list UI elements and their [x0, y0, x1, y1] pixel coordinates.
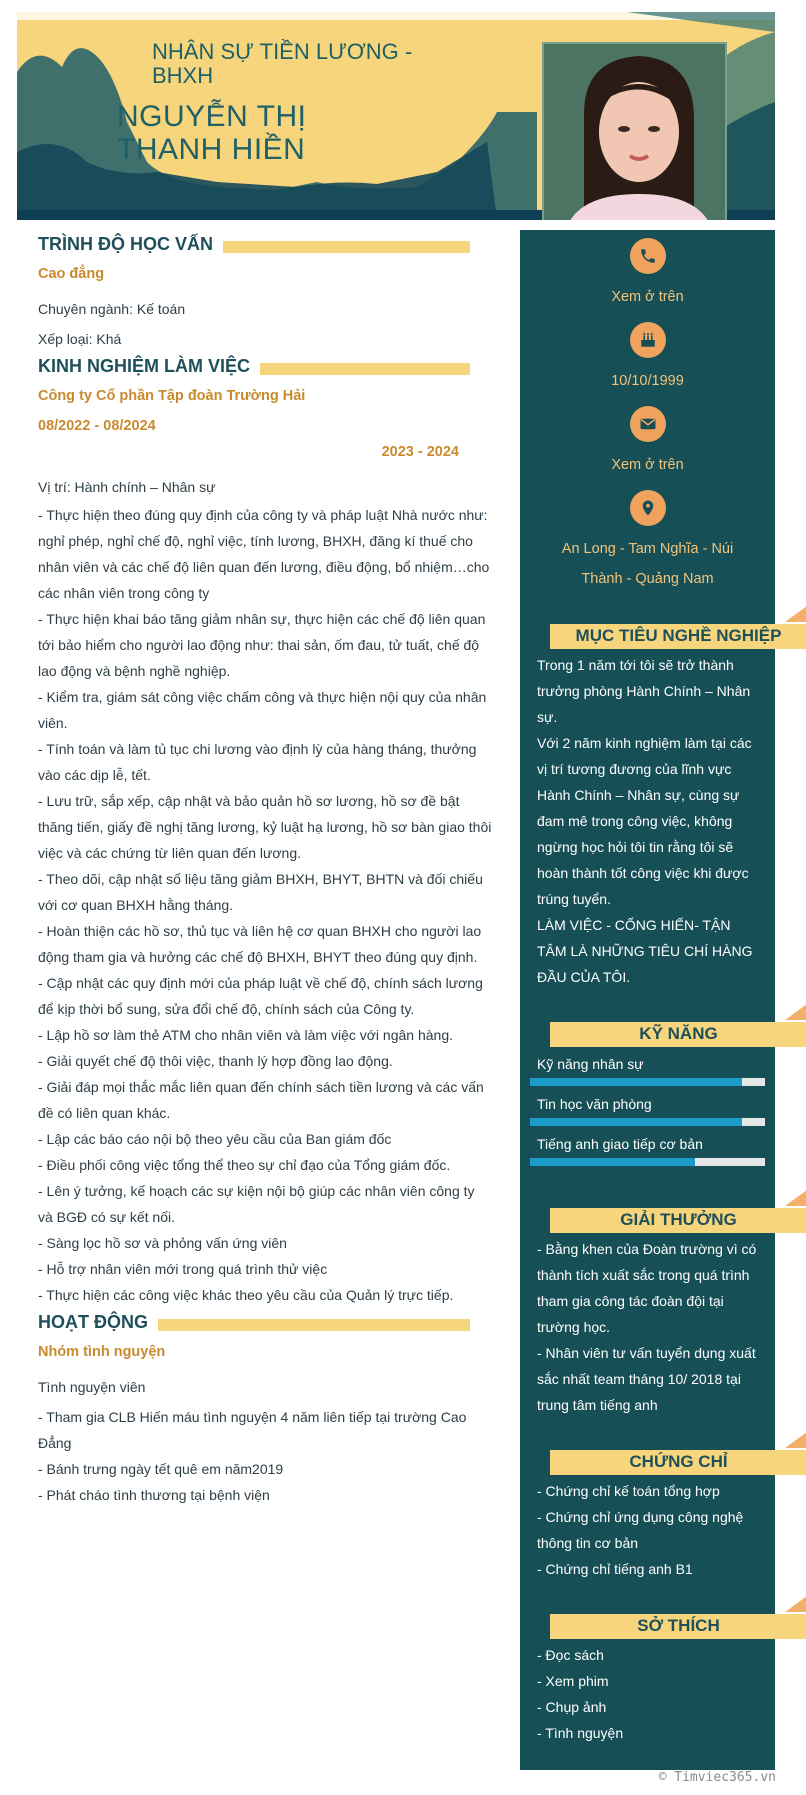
duty-item: - Lên ý tưởng, kế hoạch các sự kiện nội bộ giúp các nhân viên công ty và BGĐ có sự kết nối. [38, 1183, 475, 1225]
duty-item: - Giải quyết chế độ thôi việc, thanh lý hợp đồng lao động. [38, 1053, 393, 1069]
objective-line: Với 2 năm kinh nghiệm làm tại các vị trí tương đương của lĩnh vực Hành Chính – Nhân sự, cùng sự đam mê trong công việc, không ngừng học hỏi tôi tin rằng tôi sẽ hoàn thành tốt công việc khi được trúng tuyển. [537, 735, 752, 907]
location-pin-icon [630, 490, 666, 526]
activities-group: Nhóm tình nguyện [38, 1344, 166, 1360]
birthday-cake-icon [630, 322, 666, 358]
duty-item: - Theo dõi, cập nhật số liệu tăng giảm BHXH, BHYT, BHTN và đối chiếu với cơ quan BHXH hằng tháng. [38, 871, 483, 913]
skill-name: Tin học văn phòng [537, 1096, 652, 1112]
contact-section [520, 238, 775, 594]
education-school: Cao đẳng [38, 266, 105, 282]
activities-role: Tình nguyện viên [38, 1379, 146, 1395]
duty-item: - Hoàn thiện các hồ sơ, thủ tục và liên hệ cơ quan BHXH cho người lao động tham gia và hưởng các chế độ BHXH, BHYT theo đúng quy định. [38, 923, 482, 965]
contact-birthday: 10/10/1999 [611, 373, 684, 389]
education-heading [38, 232, 493, 258]
skill-item [520, 1052, 775, 1086]
certificate-item: - Chứng chỉ tiếng anh B1 [537, 1561, 693, 1577]
duty-item: - Thực hiện các công việc khác theo yêu cầu của Quản lý trực tiếp. [38, 1287, 454, 1303]
awards-text [520, 1232, 775, 1418]
heading-corner [785, 1596, 806, 1612]
phone-icon [630, 238, 666, 274]
awards-title: GIẢI THƯỞNG [620, 1210, 737, 1229]
experience-company: Công ty Cổ phần Tập đoàn Trường Hải [38, 388, 306, 404]
skill-level-fill [530, 1078, 742, 1086]
certificates-text [520, 1474, 775, 1582]
skills-heading [520, 1020, 775, 1046]
profile-photo [542, 42, 727, 220]
activity-item: - Phát cháo tình thương tại bệnh viện [38, 1487, 270, 1503]
award-item: - Nhân viên tư vấn tuyển dụng xuất sắc nhất team tháng 10/ 2018 tại trung tâm tiếng anh [537, 1345, 756, 1413]
duty-item: - Hỗ trợ nhân viên mới trong quá trình thử việc [38, 1261, 328, 1277]
profile-photo-illustration [544, 44, 725, 220]
objective-title: MỤC TIÊU NGHỀ NGHIỆP [575, 626, 782, 645]
objective-line: LÀM VIỆC - CỐNG HIẾN- TẬN TÂM LÀ NHỮNG TIÊU CHÍ HÀNG ĐẦU CỦA TÔI. [537, 917, 753, 985]
duty-item: - Cập nhật các quy định mới của pháp luật về chế độ, chính sách lương để kịp thời bổ sung, sửa đổi chế độ, chính sách của Công ty. [38, 975, 483, 1017]
hobby-item: - Chụp ảnh [537, 1699, 607, 1715]
skill-level-fill [530, 1118, 742, 1126]
objective-line: Trong 1 năm tới tôi sẽ trở thành trưởng phòng Hành Chính – Nhân sự. [537, 657, 751, 725]
awards-heading [520, 1206, 775, 1232]
activities-list [38, 1404, 493, 1508]
certificate-item: - Chứng chỉ ứng dụng công nghệ thông tin cơ bản [537, 1509, 744, 1551]
objective-heading [520, 622, 782, 648]
hobbies-title: SỞ THÍCH [637, 1616, 720, 1635]
skill-item [520, 1132, 775, 1166]
hobbies-text [520, 1638, 775, 1746]
hobby-item: - Xem phim [537, 1673, 609, 1689]
experience-period: 08/2022 - 08/2024 [38, 418, 156, 434]
hobbies-heading [520, 1612, 775, 1638]
experience-title: KINH NGHIỆM LÀM VIỆC [38, 356, 260, 377]
duty-item: - Điều phối công việc tổng thể theo sự chỉ đạo của Tổng giám đốc. [38, 1157, 451, 1173]
education-grade: Xếp loại: Khá [38, 331, 122, 347]
skill-item [520, 1092, 775, 1126]
skills-list [520, 1052, 775, 1166]
skill-level-track [530, 1078, 765, 1086]
contact-email: Xem ở trên [611, 457, 684, 473]
heading-corner [785, 1432, 806, 1448]
hobby-item: - Đọc sách [537, 1647, 604, 1663]
education-major: Chuyên ngành: Kế toán [38, 301, 186, 317]
experience-heading [38, 354, 493, 380]
skill-level-track [530, 1118, 765, 1126]
skill-name: Tiếng anh giao tiếp cơ bản [537, 1136, 703, 1152]
certificates-title: CHỨNG CHỈ [629, 1452, 728, 1471]
heading-corner [785, 1004, 806, 1020]
skill-name: Kỹ năng nhân sự [537, 1056, 644, 1072]
sidebar [520, 230, 782, 1770]
duty-item: - Tính toán và làm tủ tục chi lương vào định lỳ của hàng tháng, thưởng vào các dịp lễ, tết. [38, 741, 477, 783]
duty-item: - Kiểm tra, giám sát công việc chấm công và thực hiện nội quy của nhân viên. [38, 689, 487, 731]
activities-title: HOẠT ĐỘNG [38, 1312, 158, 1333]
hobby-item: - Tình nguyện [537, 1725, 624, 1741]
contact-address: An Long - Tam Nghĩa - Núi Thành - Quảng Nam [561, 541, 734, 587]
skill-level-fill [530, 1158, 695, 1166]
experience-position: Vị trí: Hành chính – Nhân sự [38, 479, 216, 495]
objective-text [520, 648, 775, 990]
candidate-name: NGUYỄN THỊ THANH HIỀN [117, 100, 307, 166]
certificates-heading [520, 1448, 775, 1474]
award-item: - Bằng khen của Đoàn trường vì có thành tích xuất sắc trong quá trình tham gia công tác đoàn đội tại trường học. [537, 1241, 757, 1335]
certificate-item: - Chứng chỉ kế toán tổng hợp [537, 1483, 720, 1499]
duty-item: - Lập các báo cáo nội bộ theo yêu cầu của Ban giám đốc [38, 1131, 392, 1147]
education-title: TRÌNH ĐỘ HỌC VẤN [38, 234, 223, 255]
experience-duties [38, 502, 493, 1308]
activity-item: - Tham gia CLB Hiến máu tình nguyện 4 năm liên tiếp tại trường Cao Đẳng [38, 1409, 467, 1451]
watermark: © Timviec365.vn [658, 1770, 776, 1785]
duty-item: - Lưu trữ, sắp xếp, cập nhật và bảo quản hồ sơ lương, hồ sơ đề bật thăng tiến, giấy đề nghị tăng lương, kỷ luật hạ lương, hồ sơ bàn giao thôi việc và các chứng từ liên quan đến lương. [38, 793, 492, 861]
activity-item: - Bánh trưng ngày tết quê em năm2019 [38, 1461, 284, 1477]
duty-item: - Giải đáp mọi thắc mắc liên quan đến chính sách tiền lương và các vấn đề có liên quan khác. [38, 1079, 484, 1121]
contact-phone: Xem ở trên [611, 289, 684, 305]
skill-level-track [530, 1158, 765, 1166]
duty-item: - Lập hồ sơ làm thẻ ATM cho nhân viên và làm việc với ngân hàng. [38, 1027, 453, 1043]
duty-item: - Thực hiện khai báo tăng giảm nhân sự, thực hiện các chế độ liên quan tới bảo hiểm cho người lao động như: thai sản, ốm đau, tử tuất, chế độ lao động và bệnh nghề nghiệp. [38, 611, 486, 679]
experience-year-range: 2023 - 2024 [381, 444, 459, 460]
activities-heading [38, 1310, 493, 1336]
cv-header [17, 12, 775, 220]
skills-title: KỸ NĂNG [639, 1024, 718, 1043]
heading-corner [785, 1190, 806, 1206]
email-icon [630, 406, 666, 442]
job-title: NHÂN SỰ TIỀN LƯƠNG - BHXH [152, 39, 413, 88]
main-column [38, 228, 493, 1508]
duty-item: - Sàng lọc hồ sơ và phỏng vấn ứng viên [38, 1235, 287, 1251]
duty-item: - Thực hiện theo đúng quy định của công ty và pháp luật Nhà nước như: nghỉ phép, nghỉ chế độ, nghỉ việc, tính lương, BHXH, đăng kí thuế cho nhân viên và các chế độ liên quan đến lương, điều động, bổ nhiệm…cho các nhân viên trong công ty [38, 507, 490, 601]
heading-corner [785, 606, 806, 622]
